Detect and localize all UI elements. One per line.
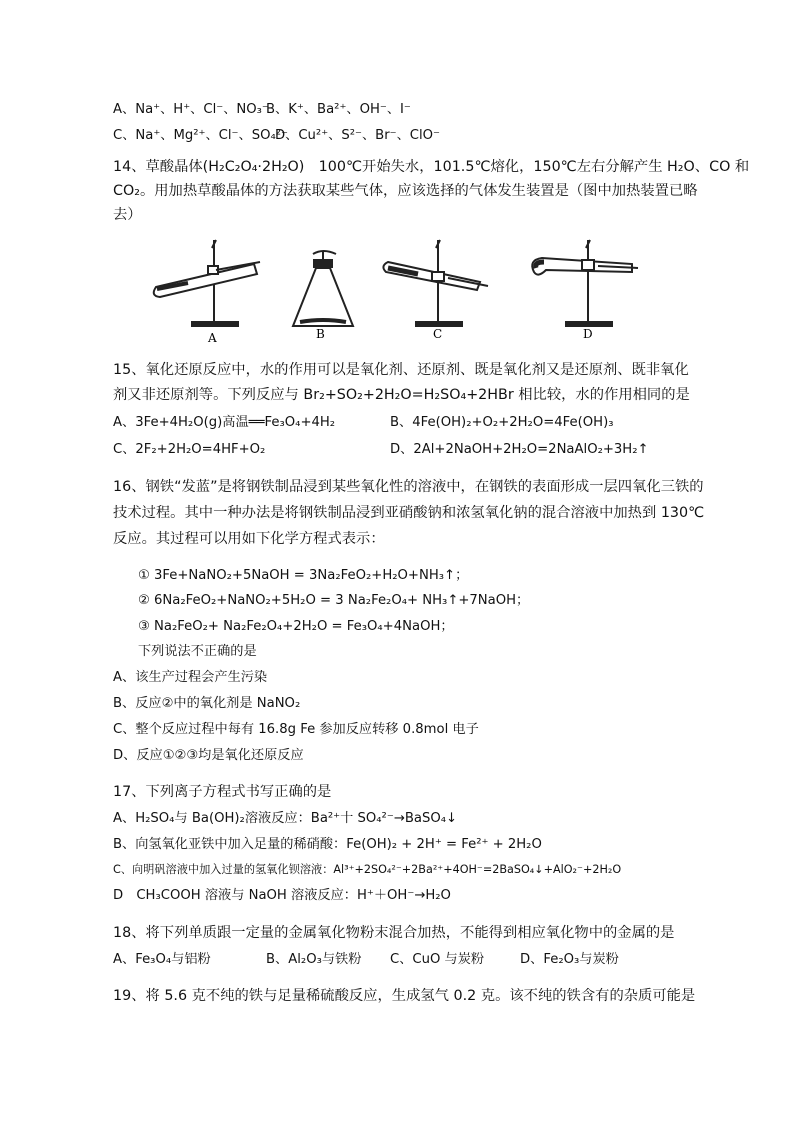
apparatus-label-a: A	[208, 331, 217, 344]
q15-stem-line1: 15、氧化还原反应中，水的作用可以是氧化剂、还原剂、既是氧化剂又是还原剂、既非氧化	[113, 362, 689, 378]
q15-stem-line2: 剂又非还原剂等。下列反应与 Br₂+SO₂+2H₂O=H₂SO₄+2HBr 相比较，水的作用相同的是	[113, 387, 690, 403]
q14-stem-line3: 去）	[113, 207, 142, 223]
q18-stem: 18、将下列单质跟一定量的金属氧化物粉末混合加热，不能得到相应氧化物中的金属的是	[113, 925, 675, 941]
apparatus-label-d: D	[583, 327, 593, 341]
q13-option-d: D、Cu²⁺、S²⁻、Br⁻、ClO⁻	[275, 128, 440, 143]
q18-option-c: C、CuO 与炭粉	[390, 952, 485, 967]
q15-option-b: B、4Fe(OH)₂+O₂+2H₂O=4Fe(OH)₃	[390, 415, 614, 430]
q15-option-d: D、2Al+2NaOH+2H₂O=2NaAlO₂+3H₂↑	[390, 442, 649, 457]
q13-option-a: A、Na⁺、H⁺、Cl⁻、NO₃⁻	[113, 102, 269, 117]
apparatus-a	[154, 240, 260, 326]
apparatus-c	[383, 240, 488, 326]
apparatus-label-b: B	[316, 327, 325, 341]
q16-option-c: C、整个反应过程中每有 16.8g Fe 参加反应转移 0.8mol 电子	[113, 722, 479, 737]
gas-apparatus-figure	[148, 234, 646, 344]
q17-stem: 17、下列离子方程式书写正确的是	[113, 784, 332, 800]
q13-option-b: B、K⁺、Ba²⁺、OH⁻、I⁻	[266, 102, 411, 117]
q18-option-d: D、Fe₂O₃与炭粉	[520, 952, 619, 967]
q16-option-a: A、该生产过程会产生污染	[113, 670, 268, 685]
q13-option-c: C、Na⁺、Mg²⁺、Cl⁻、SO₄²⁻	[113, 128, 288, 143]
q16-option-b: B、反应②中的氧化剂是 NaNO₂	[113, 696, 301, 711]
apparatus-b	[293, 251, 353, 326]
q17-option-c: C、向明矾溶液中加入过量的氢氧化钡溶液：Al³⁺+2SO₄²⁻+2Ba²⁺+4OH⁻=2BaSO₄↓+AlO₂⁻+2H₂O	[113, 863, 622, 876]
q15-option-c: C、2F₂+2H₂O=4HF+O₂	[113, 442, 266, 457]
q17-option-b: B、向氢氧化亚铁中加入足量的稀硝酸：Fe(OH)₂ + 2H⁺ = Fe²⁺ + 2H₂O	[113, 837, 542, 852]
q19-stem: 19、将 5.6 克不纯的铁与足量稀硫酸反应，生成氢气 0.2 克。该不纯的铁含有的杂质可能是	[113, 988, 696, 1004]
q16-stem-line3: 反应。其过程可以用如下化学方程式表示：	[113, 531, 385, 547]
q16-equation-1: ① 3Fe+NaNO₂+5NaOH = 3Na₂FeO₂+H₂O+NH₃↑；	[138, 568, 469, 583]
q14-stem-line2: CO₂。用加热草酸晶体的方法获取某些气体，应该选择的气体发生装置是（图中加热装置已略	[113, 183, 698, 199]
apparatus-label-c: C	[433, 327, 443, 341]
q17-option-a: A、H₂SO₄与 Ba(OH)₂溶液反应：Ba²⁺十 SO₄²⁻→BaSO₄↓	[113, 811, 458, 826]
q16-equation-2: ② 6Na₂FeO₂+NaNO₂+5H₂O = 3 Na₂Fe₂O₄+ NH₃↑+7NaOH；	[138, 593, 530, 608]
apparatus-d	[532, 240, 638, 326]
q17-option-d: D CH₃COOH 溶液与 NaOH 溶液反应：H⁺＋OH⁻→H₂O	[113, 888, 451, 903]
q16-equation-3: ③ Na₂FeO₂+ Na₂Fe₂O₄+2H₂O = Fe₃O₄+4NaOH；	[138, 619, 454, 634]
q14-stem-line1: 14、草酸晶体(H₂C₂O₄·2H₂O) 100℃开始失水，101.5℃熔化，150℃左右分解产生 H₂O、CO 和	[113, 159, 750, 175]
q16-stem-line1: 16、钢铁“发蓝”是将钢铁制品浸到某些氧化性的溶液中，在钢铁的表面形成一层四氧化三铁的	[113, 479, 704, 495]
q16-stem-line2: 技术过程。其中一种办法是将钢铁制品浸到亚硝酸钠和浓氢氧化钠的混合溶液中加热到 130℃	[113, 505, 705, 521]
q18-option-b: B、Al₂O₃与铁粉	[266, 952, 362, 967]
q16-option-d: D、反应①②③均是氧化还原反应	[113, 748, 304, 763]
q18-option-a: A、Fe₃O₄与铝粉	[113, 952, 211, 967]
q15-option-a: A、3Fe+4H₂O(g)高温══Fe₃O₄+4H₂	[113, 415, 336, 430]
q16-question: 下列说法不正确的是	[138, 644, 257, 659]
